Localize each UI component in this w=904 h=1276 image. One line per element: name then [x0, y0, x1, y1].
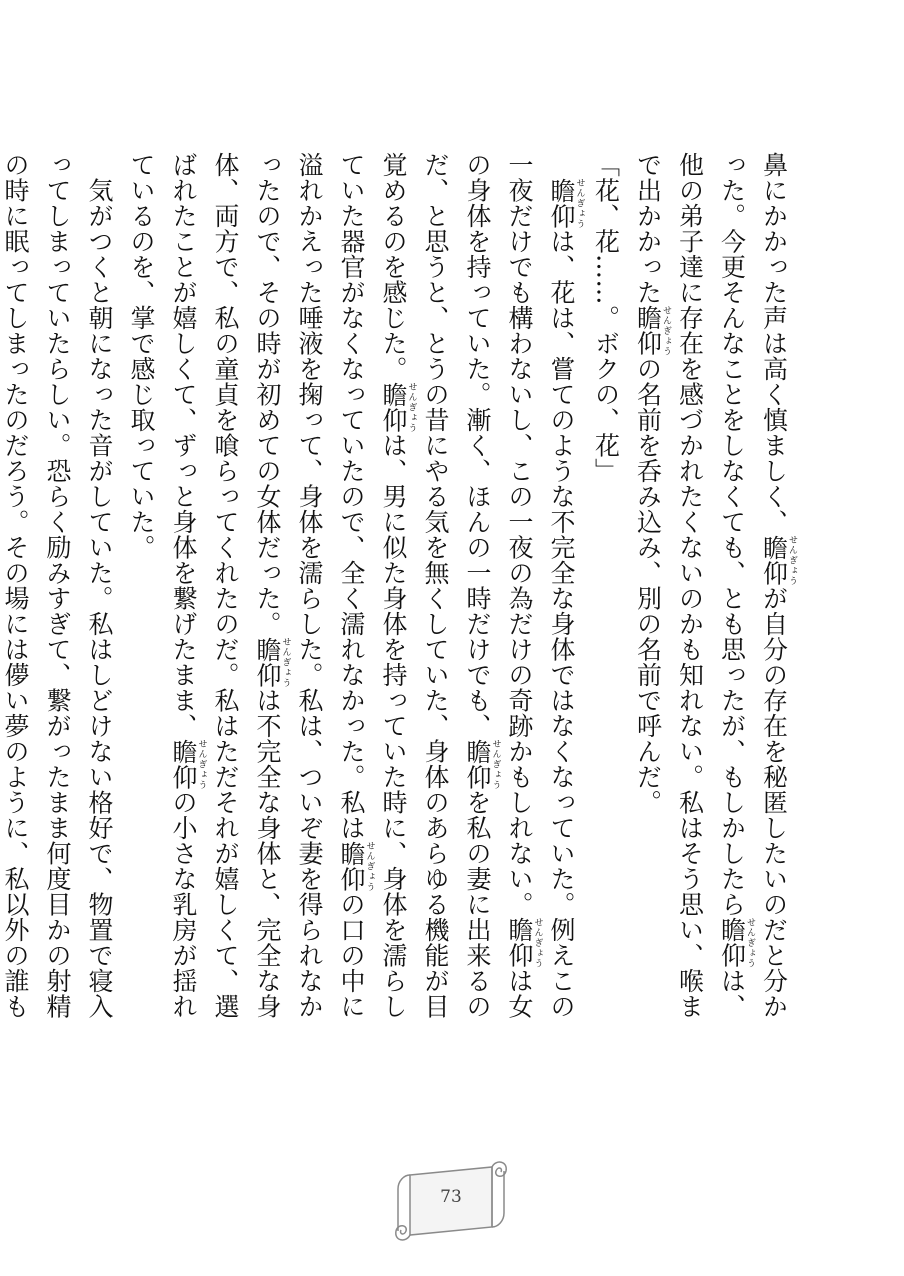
text-run: 気がつくと朝になった音がしていた。私はしどけない格好で、物置で寝入ってしまっていたらしい。恐らく励みすぎて、繋がったまま何度目かの射精の時に眠ってしまったのだろう。その場には儚い夢のように、私以外の誰も — [1, 152, 114, 1019]
ruby-reading: せんぎょう — [745, 917, 755, 968]
ruby-reading: せんぎょう — [574, 177, 585, 229]
text-run: は不完全な身体と、完全な身体、両方で、私の童貞を喰らってくれたのだ。私はただそれが嬉しくて、選ばれたことが嬉しくて、ずっと身体を繋げたまま、 — [169, 152, 282, 1019]
text-run: は、男に似た身体を持っていた時に、身体を濡らしていた器官がなくなっていたので、全く濡れなかった。私は — [337, 152, 408, 1019]
ruby-word — [717, 917, 755, 968]
page-number: 73 — [440, 1187, 462, 1207]
ruby-base: 瞻仰 — [547, 177, 576, 229]
ruby-word — [253, 636, 291, 688]
paragraph — [627, 152, 798, 1044]
ruby-reading: せんぎょう — [661, 305, 671, 356]
ruby-word — [505, 917, 543, 968]
ruby-base: 瞻仰 — [633, 305, 663, 356]
ruby-reading: せんぎょう — [406, 381, 417, 433]
ruby-reading: せんぎょう — [364, 840, 375, 892]
ruby-word — [337, 840, 375, 892]
ruby-base: 瞻仰 — [379, 381, 408, 433]
ruby-reading: せんぎょう — [490, 738, 501, 790]
text-run: の小さな乳房が揺れているのを、掌で感じ取っていた。 — [127, 152, 198, 1019]
text-run: は、花は、嘗てのような不完全な身体ではなくなっていた。例えこの一夜だけでも構わないし、この一夜の為だけの奇跡かもしれない。 — [505, 152, 576, 1019]
ruby-reading: せんぎょう — [196, 738, 207, 790]
paragraph — [120, 152, 585, 1044]
text-run: 「花、花……。ボクの、花」 — [591, 152, 621, 484]
ruby-word — [463, 738, 501, 790]
ruby-base: 瞻仰 — [505, 917, 534, 968]
ruby-base: 瞻仰 — [759, 534, 789, 586]
ruby-reading: せんぎょう — [532, 917, 543, 968]
text-run: を私の妻に出来るのだ、と思うと、とうの昔にやる気を無くしていた、身体のあらゆる機能が目覚めるのを感じた。 — [379, 152, 492, 1019]
ruby-base: 瞻仰 — [717, 917, 747, 968]
paragraph — [585, 152, 627, 1044]
ruby-base: 瞻仰 — [337, 840, 366, 892]
ruby-word — [379, 381, 417, 433]
text-run: は女の身体を持っていた。漸く、ほんの一時だけでも、 — [463, 152, 534, 1019]
scroll-ornament — [392, 1157, 510, 1243]
text-run: が自分の存在を秘匿したいのだと分かった。今更そんなことをしなくても、とも思ったが、もしかしたら — [717, 152, 789, 1019]
paragraph — [0, 152, 120, 1044]
text-run: は、他の弟子達に存在を感づかれたくないのかも知れない。私はそう思い、喉まで出かかった — [633, 152, 747, 1019]
text-run: 鼻にかかった声は高く慎ましく、 — [759, 152, 789, 535]
text-run: の口の中に溢れかえった唾液を掬って、身体を濡らした。私は、ついぞ妻を得られなかったので、その時が初めての女体だった。 — [253, 152, 366, 1019]
ruby-reading: せんぎょう — [787, 534, 797, 586]
ruby-reading: せんぎょう — [280, 636, 291, 688]
ruby-word — [169, 738, 207, 790]
text-run: の名前を呑み込み、別の名前で呼んだ。 — [633, 356, 663, 815]
ruby-base: 瞻仰 — [253, 636, 282, 688]
ruby-base: 瞻仰 — [463, 738, 492, 790]
vertical-text-body — [0, 152, 797, 1044]
ruby-word — [633, 305, 671, 356]
text-run — [547, 152, 576, 178]
ruby-word — [547, 177, 585, 229]
ruby-word — [759, 534, 797, 586]
ruby-base: 瞻仰 — [169, 738, 198, 790]
